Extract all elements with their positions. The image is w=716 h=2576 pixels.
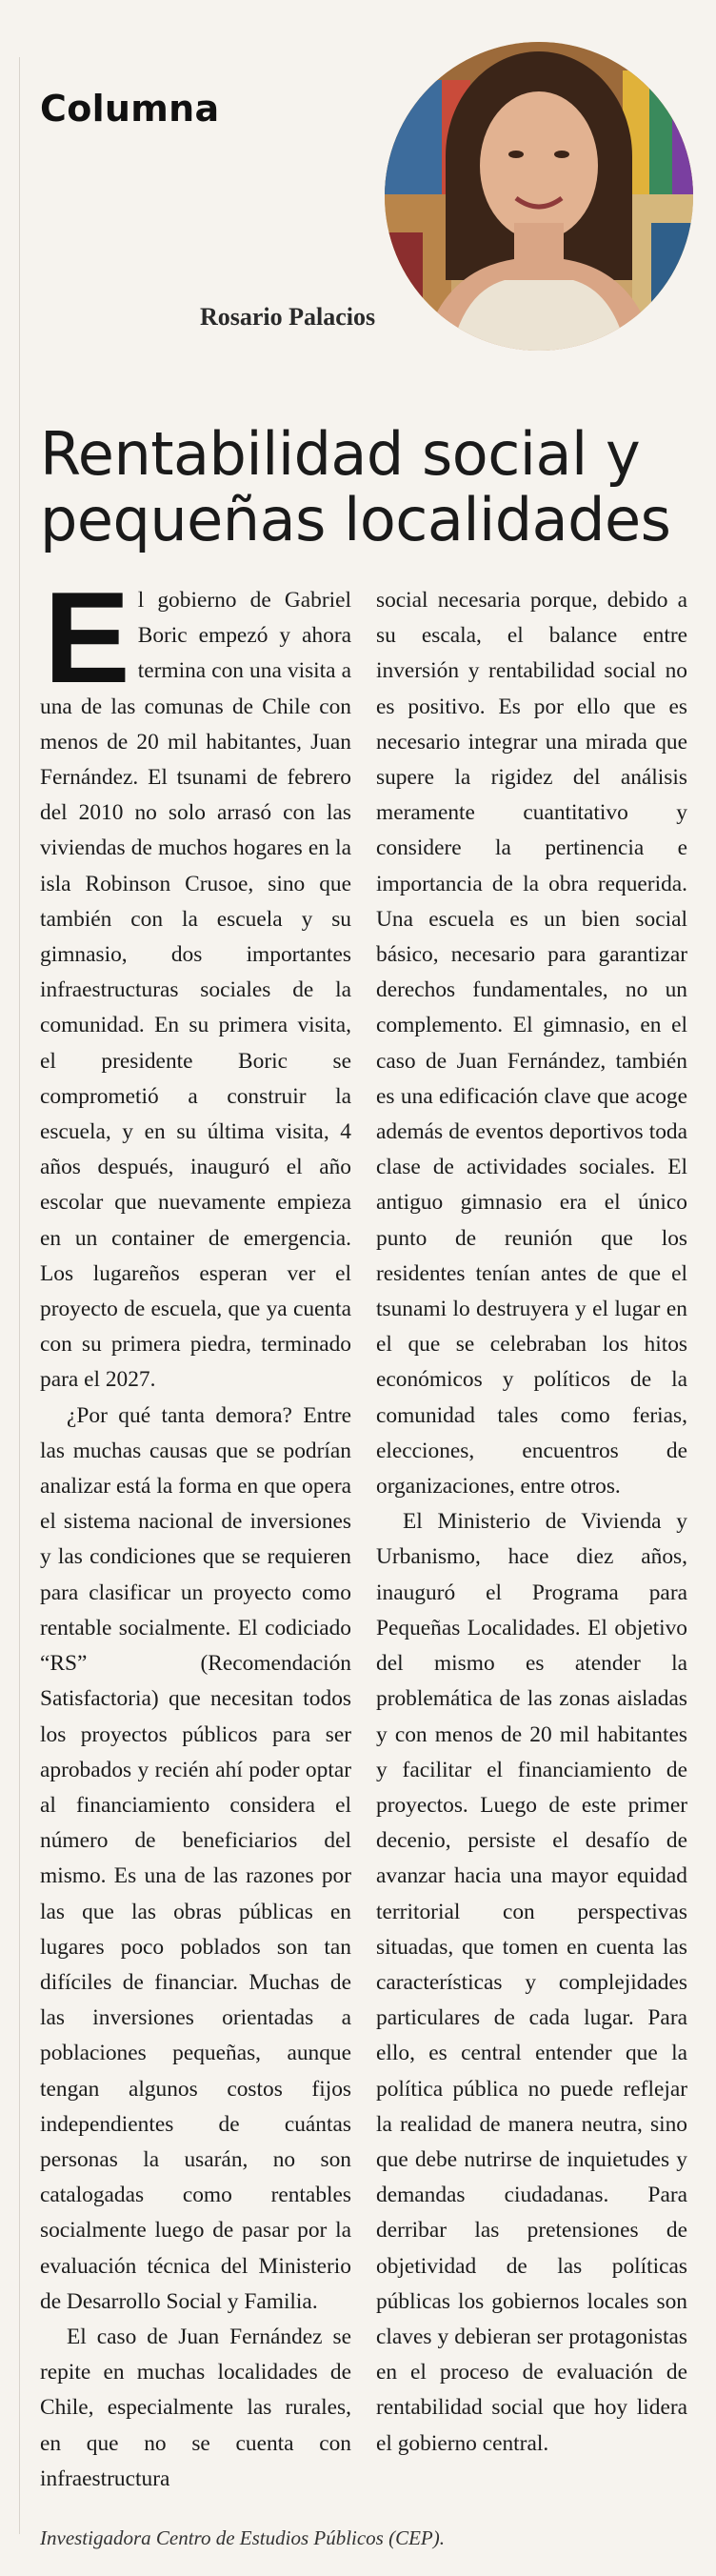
paragraph-text: l gobierno de Gabriel Boric empezó y ahora termina con una visita a una de las comunas de Chile con menos de 20 mil habitantes, Juan Fernández. El tsunami de febrero del 2010 no solo arrasó con las viviendas de muchos hogares en la isla Robinson Crusoe, sino que también con la escuela y su gimnasio, dos importantes infraestructuras sociales de la comunidad. En su primera visita, el presidente Boric se comprometió a construir la escuela, y en su última visita, 4 años después, inauguró el año escolar que nuevamente empieza en un container de emergencia. Los lugareños esperan ver el proyecto de escuela, que ya cuenta con su primera piedra, terminado para el 2027.	[40, 588, 351, 1393]
author-portrait	[385, 42, 693, 351]
article-body	[40, 565, 687, 2491]
author-portrait-photo	[385, 42, 693, 351]
paragraph: social necesaria porque, debido a su escala, el balance entre inversión y rentabilidad social no es positivo. Es por ello que es necesario integrar una mirada que supere la rigidez del análisis meramente cuantitativo y considere la pertinencia e importancia de la obra requerida. Una escuela es un bien social básico, necesario para garantizar derechos fundamentales, no un complemento. El gimnasio, en el caso de Juan Fernández, también es una edificación clave que acoge además de eventos deportivos toda clase de actividades sociales. El antiguo gimnasio era el único punto de reunión que los residentes tenían antes de que el tsunami lo destruyera y el lugar en el que se celebraban los hitos económicos y políticos de la comunidad tales como ferias, elecciones, encuentros de organizaciones, entre otros.	[376, 588, 687, 1499]
author-affiliation: Investigadora Centro de Estudios Públicos (CEP).	[40, 2526, 446, 2549]
author-byline: Rosario Palacios	[200, 303, 376, 331]
drop-cap: E	[44, 565, 130, 710]
section-label: Columna	[40, 88, 220, 130]
page-margin-rule	[19, 57, 20, 2534]
paragraph	[40, 565, 351, 1399]
paragraph: El Ministerio de Vivienda y Urbanismo, hace diez años, inauguró el Programa para Pequeñas Localidades. El objetivo del mismo es atender la problemática de las zonas aisladas y con menos de 20 mil habitantes y facilitar el financiamiento de proyectos. Luego de este primer decenio, persiste el desafío de avanzar hacia una mayor equidad territorial con perspectivas situadas, que tomen en cuenta las características y complejidades particulares de cada lugar. Para ello, es central entender que la política pública no puede reflejar la realidad de manera neutra, sino que debe nutrirse de inquietudes y demandas ciudadanas. Para derribar las pretensiones de objetividad de las políticas públicas los gobiernos locales son claves y debieran ser protagonistas en el proceso de evaluación de rentabilidad social que hoy lidera el gobierno central.	[376, 1509, 687, 2456]
article-column-2	[376, 583, 687, 2488]
article-column-1	[40, 565, 351, 2491]
paragraph: ¿Por qué tanta demora? Entre las muchas causas que se podrían analizar está la forma en que opera el sistema nacional de inversiones y las condiciones que se requieren para clasificar un proyecto como rentable socialmente. El codiciado “RS” (Recomendación Satisfactoria) que necesitan todos los proyectos públicos para ser aprobados y recién ahí poder optar al financiamiento considera el número de beneficiarios del mismo. Es una de las razones por las que las obras públicas en lugares poco poblados son tan difíciles de financiar. Muchas de las inversiones orientadas a poblaciones pequeñas, aunque tengan algunos costos fijos independientes de cuántas personas la usarán, no son catalogadas como rentables socialmente luego de pasar por la evaluación técnica del Ministerio de Desarrollo Social y Familia.	[40, 1402, 351, 2314]
paragraph: El caso de Juan Fernández se repite en muchas localidades de Chile, especialmente las rurales, en que no se cuenta con infraestructura	[40, 2324, 351, 2491]
headline: Rentabilidad social y pequeñas localidades	[40, 418, 671, 554]
